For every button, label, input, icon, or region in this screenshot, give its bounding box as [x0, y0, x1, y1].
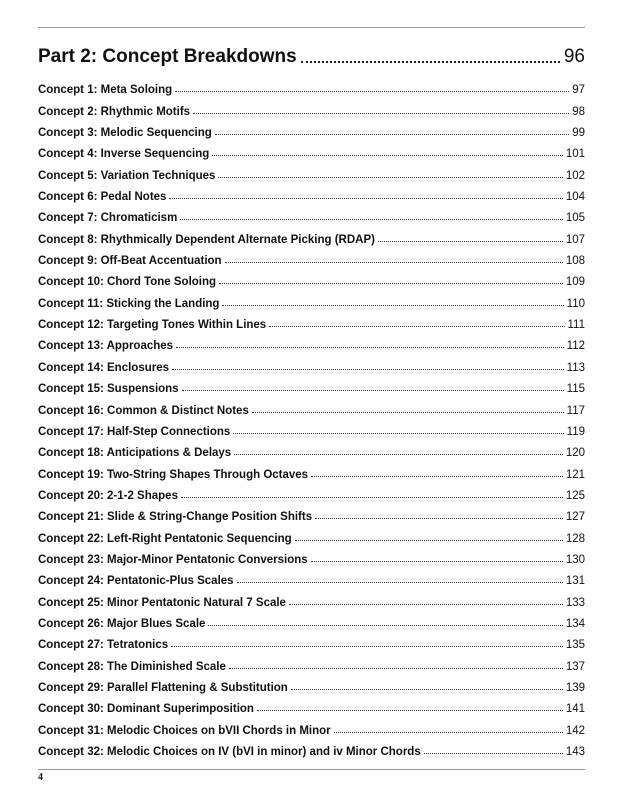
- toc-entry[interactable]: [38, 651, 585, 672]
- dot-leader: [175, 91, 569, 92]
- toc-entry[interactable]: [38, 417, 585, 438]
- toc-entry-title: Concept 29: Parallel Flattening & Substitution: [38, 681, 288, 694]
- toc-entry-page-number: 130: [565, 553, 585, 566]
- toc-entry[interactable]: [38, 331, 585, 352]
- toc-entry-title: Concept 28: The Diminished Scale: [38, 660, 226, 673]
- toc-entry-page-number: 104: [565, 191, 585, 204]
- toc-entry-page-number: 107: [565, 233, 585, 246]
- toc-entry-title: Concept 15: Suspensions: [38, 383, 179, 396]
- toc-entry-title: Concept 5: Variation Techniques: [38, 169, 216, 182]
- toc-entry[interactable]: [38, 673, 585, 694]
- toc-entry[interactable]: [38, 288, 585, 309]
- toc-entry-title: Concept 10: Chord Tone Soloing: [38, 276, 217, 289]
- toc-entry-page-number: 109: [565, 276, 585, 289]
- dot-leader: [171, 646, 563, 647]
- toc-entry[interactable]: [38, 566, 585, 587]
- toc-entry[interactable]: [38, 609, 585, 630]
- toc-entry-title: Concept 27: Tetratonics: [38, 639, 169, 652]
- toc-entry-title: Concept 12: Targeting Tones Within Lines: [38, 319, 267, 332]
- toc-entry-title: Concept 7: Chromaticism: [38, 212, 178, 225]
- toc-entry-title: Concept 21: Slide & String-Change Position Shifts: [38, 511, 313, 524]
- dot-leader: [181, 497, 563, 498]
- dot-leader: [180, 219, 563, 220]
- dot-leader: [424, 753, 563, 754]
- dot-leader: [172, 369, 564, 370]
- toc-entry[interactable]: [38, 587, 585, 608]
- dot-leader: [215, 134, 569, 135]
- toc-entry-page-number: 108: [565, 255, 585, 268]
- toc-entry-page-number: 111: [567, 319, 585, 332]
- toc-entry[interactable]: [38, 310, 585, 331]
- toc-entry[interactable]: [38, 545, 585, 566]
- dot-leader: [176, 347, 564, 348]
- toc-entry-page-number: 143: [565, 746, 585, 758]
- toc-entry-page-number: 98: [572, 105, 585, 118]
- toc-entry[interactable]: [38, 139, 585, 160]
- dot-leader: [218, 177, 562, 178]
- dot-leader: [169, 198, 562, 199]
- toc-entry-page-number: 139: [565, 681, 585, 694]
- toc-entry-title: Concept 4: Inverse Sequencing: [38, 148, 210, 161]
- toc-entry-title: Concept 32: Melodic Choices on IV (bVI in minor) and iv Minor Chords: [38, 746, 421, 758]
- toc-entry-page-number: 125: [565, 489, 585, 502]
- toc-entry-page-number: 117: [566, 404, 585, 417]
- dot-leader: [334, 732, 563, 733]
- toc-entry[interactable]: [38, 352, 585, 373]
- toc-entry[interactable]: [38, 374, 585, 395]
- dot-leader: [315, 518, 563, 519]
- dot-leader: [222, 305, 563, 306]
- dot-leader: [182, 390, 564, 391]
- toc-entry-title: Concept 16: Common & Distinct Notes: [38, 404, 249, 417]
- toc-entry-page-number: 127: [565, 511, 585, 524]
- toc-entry-page-number: 112: [566, 340, 585, 353]
- toc-entry-title: Concept 8: Rhythmically Dependent Alternate Picking (RDAP): [38, 233, 375, 246]
- toc-entry-title: Concept 31: Melodic Choices on bVII Chords in Minor: [38, 724, 331, 737]
- dot-leader: [208, 625, 562, 626]
- toc-entry-page-number: 113: [566, 361, 585, 374]
- toc-entry[interactable]: [38, 395, 585, 416]
- part-page-number: 96: [563, 46, 585, 67]
- toc-entry[interactable]: [38, 481, 585, 502]
- toc-entry[interactable]: [38, 459, 585, 480]
- dot-leader: [193, 113, 569, 114]
- toc-entry[interactable]: [38, 502, 585, 523]
- toc-entry[interactable]: [38, 246, 585, 267]
- dot-leader: [237, 582, 563, 583]
- toc-entry-page-number: 134: [565, 617, 585, 630]
- bottom-rule: [38, 769, 585, 770]
- toc-entry[interactable]: [38, 737, 585, 758]
- toc-entry-title: Concept 22: Left-Right Pentatonic Sequencing: [38, 532, 292, 545]
- toc-entry-page-number: 137: [565, 660, 585, 673]
- dot-leader: [233, 433, 563, 434]
- toc-entry-page-number: 131: [565, 575, 585, 588]
- dot-leader: [311, 561, 563, 562]
- toc-entry-title: Concept 23: Major-Minor Pentatonic Conversions: [38, 553, 308, 566]
- toc-entry-page-number: 133: [565, 596, 585, 609]
- dot-leader: [225, 262, 563, 263]
- dot-leader: [219, 283, 563, 284]
- dot-leader: [291, 689, 563, 690]
- toc-entry-title: Concept 9: Off-Beat Accentuation: [38, 255, 222, 268]
- part-heading[interactable]: [38, 40, 585, 68]
- dot-leader: [301, 61, 560, 63]
- toc-entry-title: Concept 24: Pentatonic-Plus Scales: [38, 575, 234, 588]
- toc-entry-title: Concept 17: Half-Step Connections: [38, 425, 231, 438]
- dot-leader: [229, 668, 563, 669]
- toc-entry-page-number: 142: [565, 724, 585, 737]
- table-of-contents: [38, 75, 585, 758]
- dot-leader: [289, 604, 563, 605]
- toc-entry-page-number: 110: [566, 297, 585, 310]
- toc-entry-page-number: 141: [565, 703, 585, 716]
- toc-entry-page-number: 115: [566, 383, 585, 396]
- toc-entry-title: Concept 25: Minor Pentatonic Natural 7 Scale: [38, 596, 286, 609]
- toc-entry-title: Concept 3: Melodic Sequencing: [38, 127, 212, 140]
- toc-entry-page-number: 101: [565, 148, 585, 161]
- toc-entry-title: Concept 13: Approaches: [38, 340, 174, 353]
- dot-leader: [311, 476, 563, 477]
- toc-entry-title: Concept 26: Major Blues Scale: [38, 617, 206, 630]
- toc-entry-title: Concept 20: 2-1-2 Shapes: [38, 489, 178, 502]
- toc-entry-page-number: 128: [565, 532, 585, 545]
- toc-entry[interactable]: [38, 694, 585, 715]
- toc-entry-title: Concept 18: Anticipations & Delays: [38, 447, 232, 460]
- toc-entry-page-number: 119: [566, 425, 585, 438]
- dot-leader: [252, 412, 564, 413]
- toc-entry[interactable]: [38, 182, 585, 203]
- toc-entry[interactable]: [38, 118, 585, 139]
- top-rule: [38, 27, 585, 28]
- footer-page-number: 4: [38, 772, 43, 783]
- toc-entry[interactable]: [38, 630, 585, 651]
- toc-entry-page-number: 120: [565, 447, 585, 460]
- toc-entry[interactable]: [38, 224, 585, 245]
- toc-entry-page-number: 121: [565, 468, 585, 481]
- toc-entry-title: Concept 1: Meta Soloing: [38, 84, 173, 97]
- dot-leader: [295, 540, 563, 541]
- part-title: Part 2: Concept Breakdowns: [38, 46, 297, 67]
- toc-entry-title: Concept 2: Rhythmic Motifs: [38, 105, 191, 118]
- toc-entry[interactable]: [38, 523, 585, 544]
- toc-entry-page-number: 99: [572, 127, 585, 140]
- dot-leader: [234, 454, 563, 455]
- toc-entry[interactable]: [38, 96, 585, 117]
- toc-entry-title: Concept 14: Enclosures: [38, 361, 170, 374]
- toc-entry-page-number: 105: [565, 212, 585, 225]
- dot-leader: [269, 326, 564, 327]
- toc-entry-page-number: 97: [572, 84, 585, 97]
- toc-entry[interactable]: [38, 160, 585, 181]
- toc-entry-title: Concept 30: Dominant Superimposition: [38, 703, 254, 716]
- toc-entry[interactable]: [38, 715, 585, 736]
- toc-entry-title: Concept 19: Two-String Shapes Through Octaves: [38, 468, 309, 481]
- dot-leader: [212, 155, 563, 156]
- toc-entry-page-number: 102: [565, 169, 585, 182]
- dot-leader: [378, 241, 563, 242]
- toc-entry-title: Concept 6: Pedal Notes: [38, 191, 167, 204]
- toc-entry-page-number: 135: [565, 639, 585, 652]
- toc-entry[interactable]: [38, 267, 585, 288]
- toc-entry[interactable]: [38, 75, 585, 96]
- dot-leader: [257, 710, 563, 711]
- toc-entry[interactable]: [38, 203, 585, 224]
- toc-entry-title: Concept 11: Sticking the Landing: [38, 297, 220, 310]
- toc-entry[interactable]: [38, 438, 585, 459]
